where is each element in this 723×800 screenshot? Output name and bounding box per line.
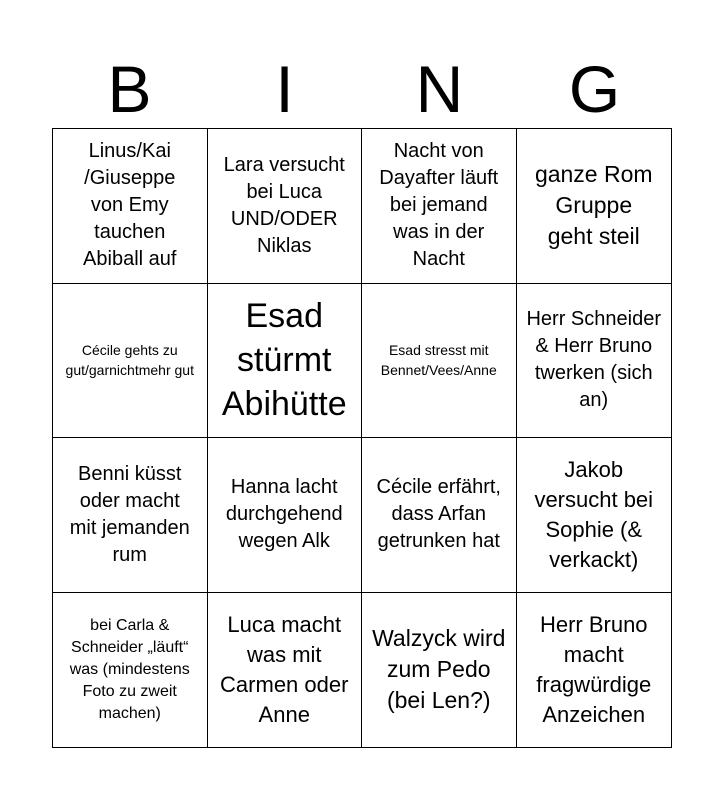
cell-text: ganze Rom Gruppe geht steil — [534, 161, 653, 250]
title-letter-n: N — [415, 52, 464, 126]
bingo-cell[interactable] — [53, 129, 208, 284]
cell-text: Esad stresst mit Bennet/Vees/Anne — [380, 342, 497, 379]
bingo-cell[interactable] — [208, 438, 363, 593]
cell-text: bei Carla & Schneider „läuft“ was (mindestens Foto zu zweit machen) — [69, 616, 190, 722]
cell-text: Hanna lacht durchgehend wegen Alk — [225, 476, 343, 553]
bingo-cell[interactable] — [517, 284, 672, 439]
bingo-cell[interactable] — [208, 593, 363, 748]
cell-text: Linus/Kai /Giuseppe von Emy tauchen Abiball auf — [83, 140, 177, 271]
cell-text: Cécile erfährt, dass Arfan getrunken hat — [376, 476, 501, 553]
cell-text: Luca macht was mit Carmen oder Anne — [220, 611, 349, 727]
bingo-cell[interactable] — [362, 284, 517, 439]
bingo-cell[interactable] — [53, 593, 208, 748]
title-letter-b: B — [107, 52, 152, 126]
bingo-cell[interactable] — [53, 438, 208, 593]
title-letter-g: G — [568, 52, 621, 126]
bingo-cell[interactable] — [517, 593, 672, 748]
bingo-cell[interactable] — [362, 593, 517, 748]
bingo-cell[interactable] — [517, 129, 672, 284]
cell-text: Herr Schneider & Herr Bruno twerken (sich an) — [526, 308, 661, 412]
bingo-board — [52, 128, 672, 748]
cell-text: Herr Bruno macht fragwürdige Anzeichen — [536, 611, 652, 727]
cell-text: Lara versucht bei Luca UND/ODER Niklas — [223, 153, 345, 257]
cell-text: Benni küsst oder macht mit jemanden rum — [69, 462, 190, 566]
bingo-cell[interactable] — [53, 284, 208, 439]
bingo-cell[interactable] — [362, 438, 517, 593]
bingo-cell[interactable] — [517, 438, 672, 593]
title-letter-i: I — [275, 52, 294, 126]
bingo-cell[interactable] — [208, 284, 363, 439]
cell-text: Nacht von Dayafter läuft bei jemand was in der Nacht — [379, 140, 499, 271]
cell-text: Walzyck wird zum Pedo (bei Len?) — [372, 625, 506, 714]
cell-text: Cécile gehts zu gut/garnichtmehr gut — [65, 342, 194, 379]
bingo-title — [52, 50, 672, 128]
bingo-cell[interactable] — [362, 129, 517, 284]
cell-text: Esad stürmt Abihütte — [221, 297, 347, 424]
cell-text: Jakob versucht bei Sophie (& verkackt) — [534, 456, 654, 572]
bingo-cell[interactable] — [208, 129, 363, 284]
